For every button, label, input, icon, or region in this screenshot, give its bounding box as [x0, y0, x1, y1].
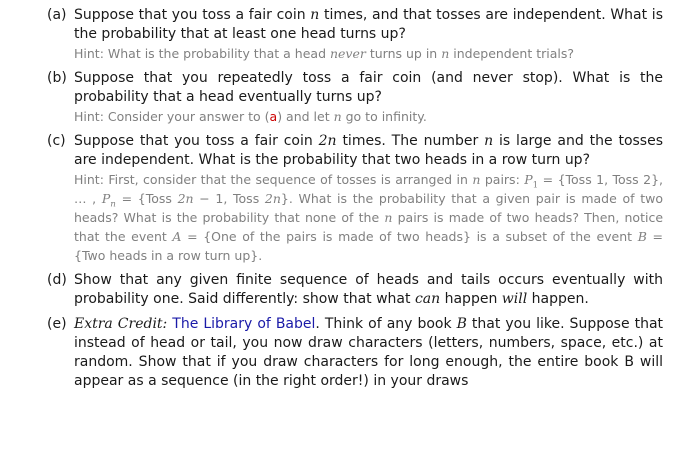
problem-label: (b) — [47, 70, 67, 86]
text-segment: independent trials? — [449, 46, 575, 61]
hint-text — [74, 44, 663, 63]
text-segment: pairs: — [480, 172, 525, 187]
library-of-babel-link[interactable]: The Library of Babel — [172, 316, 316, 332]
problem-label: (d) — [47, 272, 67, 288]
emphasis: can — [414, 291, 441, 307]
extra-credit-label: Extra Credit: — [74, 316, 168, 332]
problem-label: (c) — [47, 133, 66, 149]
problem-b — [0, 69, 688, 126]
math-variable: B — [637, 229, 647, 244]
problem-text — [74, 132, 663, 170]
problem-text — [74, 6, 663, 44]
math-variable: n — [472, 172, 481, 187]
math-variable: 2n — [177, 191, 194, 206]
text-segment: go to infinity. — [341, 109, 427, 124]
text-segment: turns up in — [365, 46, 442, 61]
text-segment: times. The number — [336, 133, 485, 149]
hint-text — [74, 170, 663, 265]
math-variable: 2n — [264, 191, 281, 206]
math-variable: n — [310, 7, 320, 23]
problem-label: (e) — [47, 316, 67, 332]
emphasis: will — [501, 291, 528, 307]
math-variable: P — [101, 191, 111, 206]
text-segment: Suppose that you toss a fair coin — [74, 133, 319, 149]
reference-link[interactable]: a — [269, 109, 278, 124]
text-segment: . Think of any book — [315, 316, 457, 332]
text-segment: − 1, Toss — [193, 191, 265, 206]
text-segment: that you like. Suppose that instead of head or tail, you now draw characters (letters, numbers, space, etc.) at random. Show that if you draw characters for long enough, the entire book B will appear as a sequence (in the right order!) in your draws — [74, 316, 664, 389]
text-segment: ) and let — [277, 109, 334, 124]
problem-c — [0, 132, 688, 265]
text-segment: Hint: What is the probability that a head — [74, 46, 330, 61]
math-variable: n — [441, 46, 450, 61]
hint-text — [74, 107, 663, 126]
text-segment: is large and the tosses are independent. What is the probability that two heads in a row turn up? — [74, 133, 664, 168]
text-segment: Suppose that you toss a fair coin — [74, 7, 311, 23]
text-segment: times, and that tosses are independent. What is the probability that at least one head turns up? — [74, 7, 663, 42]
text-segment: happen. — [527, 291, 589, 307]
problem-text — [74, 271, 663, 309]
math-variable: P — [524, 172, 533, 187]
math-variable: n — [384, 210, 393, 225]
emphasis: never — [329, 46, 366, 61]
problem-text — [74, 315, 663, 391]
math-variable: 2n — [318, 133, 337, 149]
problem-a — [0, 6, 688, 63]
text-segment: happen — [440, 291, 502, 307]
text-segment: pairs is made of two heads? Then, notice that the event — [74, 210, 664, 244]
problem-d — [0, 271, 688, 309]
math-variable: n — [333, 109, 342, 124]
text-segment: }. What is the probability that a given pair is made of two heads? What is the probability that none of the — [74, 191, 663, 225]
text-segment: = {Toss — [115, 191, 178, 206]
text-segment: Hint: Consider your answer to ( — [74, 109, 270, 124]
text-segment: Hint: First, consider that the sequence of tosses is arranged in — [74, 172, 473, 187]
math-variable: B — [456, 316, 467, 332]
problem-e — [0, 315, 688, 391]
problem-text: Suppose that you repeatedly toss a fair coin (and never stop). What is the probability that a head eventually turns up? — [74, 70, 663, 105]
text-segment: = {Toss 1, Toss 2}, … , — [74, 172, 664, 206]
math-subscript: n — [110, 199, 116, 210]
text-segment: = {One of the pairs is made of two heads} is a subset of the event — [181, 229, 638, 244]
math-variable: n — [484, 133, 494, 149]
text-segment: Show that any given finite sequence of heads and tails occurs eventually with probability one. Said differently: show that what — [74, 272, 663, 307]
math-variable: A — [172, 229, 182, 244]
math-subscript: 1 — [532, 180, 539, 191]
text-segment: = {Two heads in a row turn up}. — [74, 229, 664, 263]
problem-label: (a) — [47, 7, 67, 23]
